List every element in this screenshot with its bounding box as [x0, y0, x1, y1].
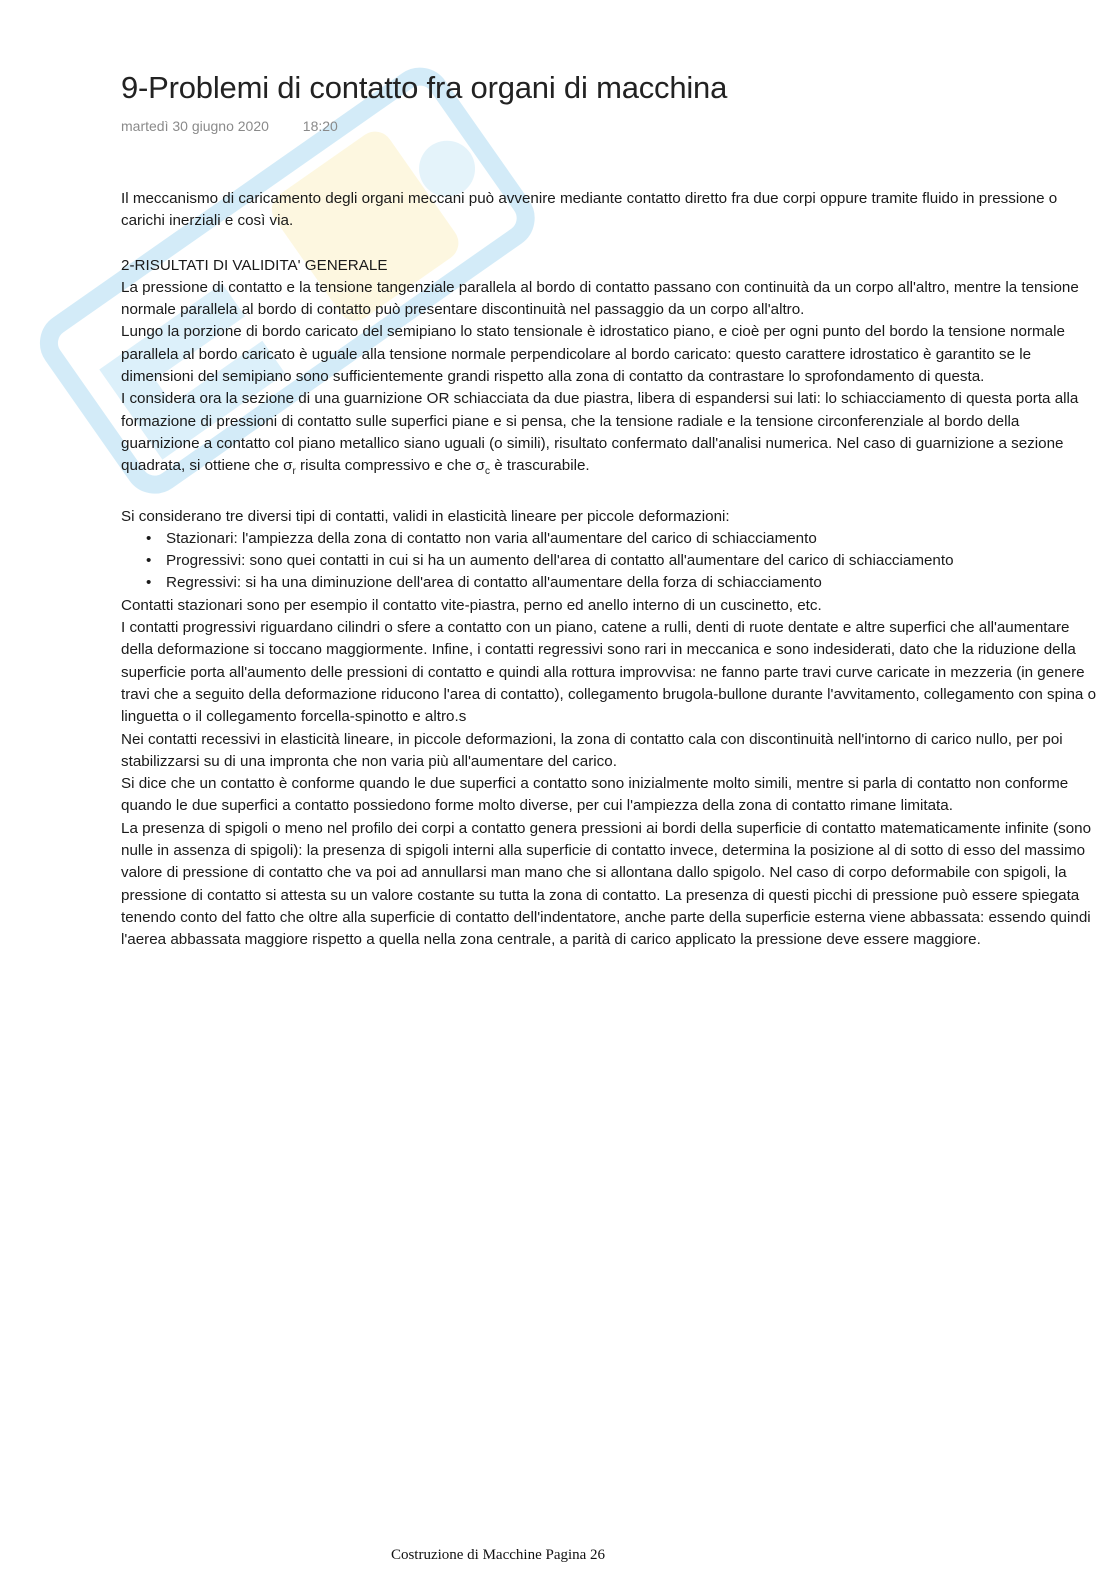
- note-date: martedì 30 giugno 2020: [121, 118, 269, 134]
- paragraph-stazionari: Contatti stazionari sono per esempio il contatto vite-piastra, perno ed anello interno di un cuscinetto, etc.: [121, 596, 822, 614]
- footer-text: Costruzione di Macchine Pagina 26: [390, 1547, 606, 1563]
- paragraph-or: [121, 388, 1101, 483]
- list-item: • Stazionari: l'ampiezza della zona di contatto non varia all'aumentare del carico di schiacciamento: [166, 528, 1101, 550]
- subscript-r: r: [292, 466, 296, 478]
- paragraph-progressivi: I contatti progressivi riguardano cilindri o sfere a contatto con un piano, catene a rulli, denti di ruote dentate e altre superfici che all'aumentare della deformazione si toccano maggiormente. Infine, i contatti regressivi sono rari in meccanica e sono indesiderati, dato che la riduzione della superficie porta all'aumento delle pressioni di contatto e quindi alla rottura improvvisa: ne fanno parte travi curve caricate in mezzeria (in genere travi che a seguito della deformazione riducono l'area di contatto), collegamento brugola-bullone durante l'avvitamento, collegamento con spina o linguetta o il collegamento forcella-spinotto e altro.s: [121, 619, 1097, 726]
- section-heading: 2-RISULTATI DI VALIDITA' GENERALE: [121, 256, 388, 274]
- paragraph-or-end: è trascurabile.: [490, 457, 590, 475]
- paragraph-types-intro: Si considerano tre diversi tipi di contatti, validi in elasticità lineare per piccole deformazioni:: [121, 507, 730, 525]
- paragraph-or-mid: risulta compressivo e che σ: [295, 457, 485, 475]
- paragraph-pressione: La pressione di contatto e la tensione tangenziale parallela al bordo di contatto passano con continuità da un corpo all'altro, mentre la tensione normale parallela al bordo di contatto può presentare discontinuità nel passaggio da un corpo all'altro.: [121, 278, 1079, 319]
- note-body: [121, 188, 1101, 952]
- paragraph-intro: Il meccanismo di caricamento degli organi meccani può avvenire mediante contatto diretto fra due corpi oppure tramite fluido in pressione o carichi inerziali e così via.: [121, 190, 1058, 230]
- list-item: • Regressivi: si ha una diminuzione dell'area di contatto all'aumentare della forza di schiacciamento: [166, 572, 1101, 594]
- subscript-c: c: [485, 466, 490, 478]
- list-item: • Progressivi: sono quei contatti in cui si ha un aumento dell'area di contatto all'aumentare del carico di schiacciamento: [166, 550, 1101, 572]
- contact-types-list: [121, 528, 1101, 595]
- note-time: 18:20: [302, 118, 338, 134]
- spacer: [121, 484, 1101, 506]
- paragraph-conforme: Si dice che un contatto è conforme quando le due superfici a contatto sono inizialmente molto simili, mentre si parla di contatto non conforme quando le due superfici a contatto possiedono forme molto diverse, per cui l'ampiezza della zona di contatto rimane limitata.: [121, 775, 1069, 815]
- page-title: 9-Problemi di contatto fra organi di macchina: [121, 70, 728, 105]
- paragraph-lungo: Lungo la porzione di bordo caricato del semipiano lo stato tensionale è idrostatico piano, e cioè per ogni punto del bordo la tensione normale parallela al bordo caricato è uguale alla tensione normale perpendicolare al bordo caricato: questo carattere idrostatico è garantito se le dimensioni del semipiano sono sufficientemente grandi rispetto alla zona di contatto da contrastare lo sprofondamento di questa.: [121, 323, 1065, 386]
- note-header: [121, 70, 1081, 134]
- paragraph-or-main: I considera ora la sezione di una guarnizione OR schiacciata da due piastra, libera di espandersi sui lati: lo schiacciamento di questa porta alla formazione di pressioni di contatto sulle superfici piane e si pensa, che la tensione radiale e la tensione circonferenziale al bordo della guarnizione a contatto col piano metallico siano uguali (o simili), risultato confermato dall'analisi numerica. Nel caso di guarnizione a sezione quadrata, si ottiene che σ: [121, 390, 1079, 475]
- paragraph-spigoli: La presenza di spigoli o meno nel profilo dei corpi a contatto genera pressioni ai bordi della superficie di contatto matematicamente infinite (sono nulle in assenza di spigoli): la presenza di spigoli interni alla superficie di contatto invece, determina la posizione al di sotto di esso del massimo valore di pressione di contatto che va poi ad annullarsi man mano che si allontana dallo spigolo. Nel caso di corpo deformabile con spigoli, la pressione di contatto si attesta su un valore costante su tutta la zona di contatto. La presenza di questi picchi di pressione può essere spiegata tenendo conto del fatto che oltre alla superficie di contatto dell'indentatore, anche parte della superficie esterna viene abbassata: essendo quindi l'aerea abbassata maggiore rispetto a quella nella zona centrale, a parità di carico applicato la pressione deve essere maggiore.: [121, 819, 1092, 949]
- paragraph-recessivi: Nei contatti recessivi in elasticità lineare, in piccole deformazioni, la zona di contatto cala con discontinuità nell'intorno di carico nullo, per poi stabilizzarsi su di una impronta che non varia più all'aumentare del carico.: [121, 730, 1063, 770]
- page-footer: [0, 1547, 1116, 1564]
- note-meta: [121, 118, 1081, 134]
- spacer: [121, 233, 1101, 255]
